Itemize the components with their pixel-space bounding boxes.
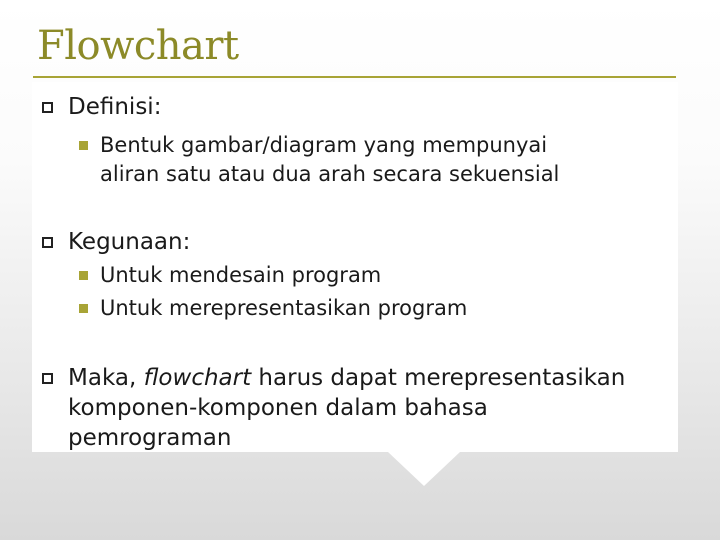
bullet-kegunaan: Kegunaan: bbox=[68, 229, 191, 255]
hollow-square-bullet-icon bbox=[42, 373, 53, 384]
subbullet-definition bbox=[100, 131, 559, 189]
maka-line-2: komponen-komponen dalam bahasa bbox=[68, 395, 488, 421]
maka-line-3: pemrograman bbox=[68, 425, 232, 451]
maka-line-1 bbox=[68, 363, 625, 393]
solid-square-bullet-icon bbox=[79, 141, 88, 150]
solid-square-bullet-icon bbox=[79, 271, 88, 280]
slide-title: Flowchart bbox=[37, 23, 239, 69]
hollow-square-bullet-icon bbox=[42, 102, 53, 113]
subbullet-merepresentasikan: Untuk merepresentasikan program bbox=[100, 296, 468, 320]
subbullet-mendesain: Untuk mendesain program bbox=[100, 263, 382, 287]
maka-suffix: harus dapat merepresentasikan bbox=[251, 365, 626, 391]
title-divider bbox=[33, 76, 676, 78]
down-arrow-decoration bbox=[388, 452, 460, 486]
hollow-square-bullet-icon bbox=[42, 237, 53, 248]
definition-line-2: aliran satu atau dua arah secara sekuensial bbox=[100, 162, 560, 186]
definition-line-1: Bentuk gambar/diagram yang mempunyai bbox=[100, 133, 548, 157]
bullet-definisi: Definisi: bbox=[68, 94, 162, 120]
bullet-maka bbox=[68, 363, 625, 453]
maka-prefix: Maka, bbox=[68, 365, 144, 391]
flowchart-emphasis: flowchart bbox=[143, 365, 252, 391]
solid-square-bullet-icon bbox=[79, 304, 88, 313]
